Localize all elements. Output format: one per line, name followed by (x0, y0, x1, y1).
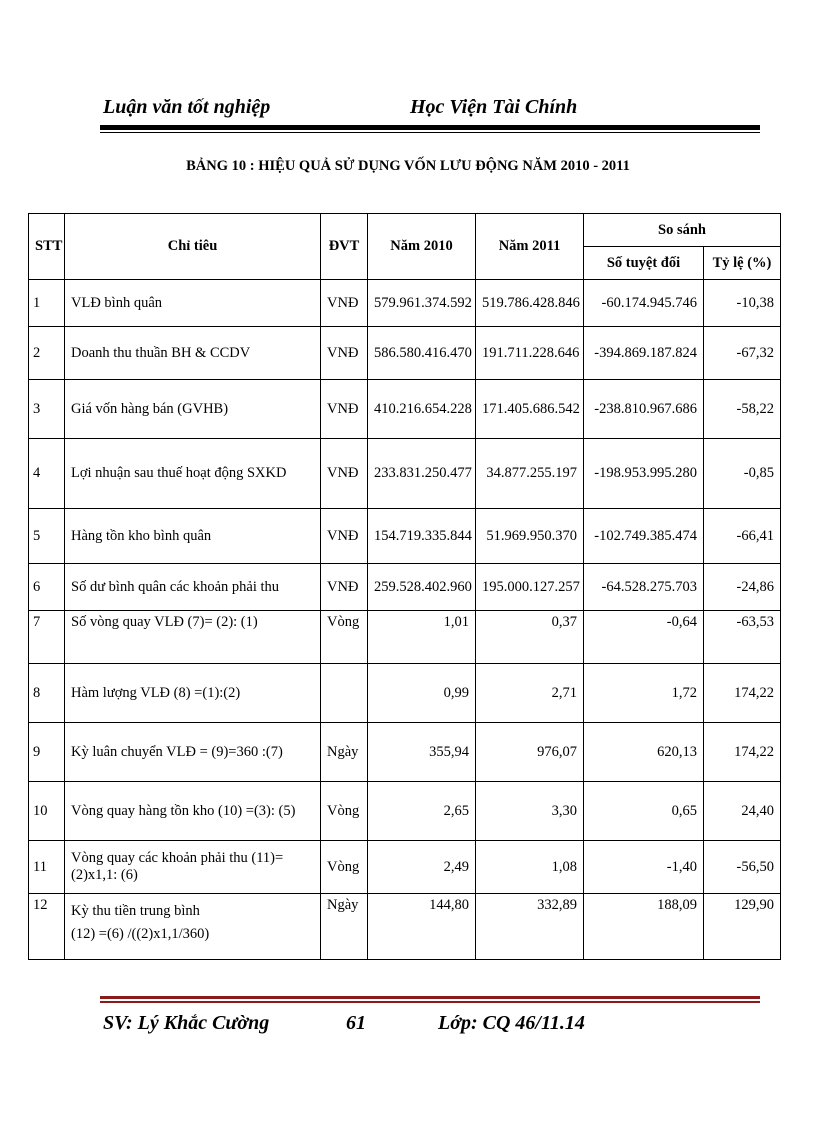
header-year-2010: Năm 2010 (368, 214, 476, 280)
row-nam-2010: 0,99 (368, 664, 476, 723)
row-nam-2011: 1,08 (476, 841, 584, 894)
row-chi-tieu: Vòng quay các khoản phải thu (11)=(2)x1,1: (6) (65, 841, 321, 894)
row-nam-2010: 2,49 (368, 841, 476, 894)
row-chi-tieu: Số dư bình quân các khoản phải thu (65, 564, 321, 611)
header-rule-thin (100, 132, 760, 133)
page-number: 61 (346, 1012, 366, 1034)
row-dvt (321, 664, 368, 723)
row-nam-2011: 171.405.686.542 (476, 380, 584, 439)
row-ty-le: -10,38 (704, 280, 781, 327)
header-institution: Học Viện Tài Chính (410, 96, 578, 118)
row-nam-2010: 259.528.402.960 (368, 564, 476, 611)
row-nam-2010: 2,65 (368, 782, 476, 841)
table-row (29, 894, 781, 960)
row-dvt: Ngày (321, 894, 368, 960)
row-stt: 12 (29, 894, 65, 960)
row-nam-2011: 519.786.428.846 (476, 280, 584, 327)
header-year-2011: Năm 2011 (476, 214, 584, 280)
row-tuyet-doi: -0,64 (584, 611, 704, 664)
row-tuyet-doi: -60.174.945.746 (584, 280, 704, 327)
row-nam-2011: 2,71 (476, 664, 584, 723)
table-row (29, 439, 781, 509)
row-tuyet-doi: 0,65 (584, 782, 704, 841)
row-nam-2010: 355,94 (368, 723, 476, 782)
row-tuyet-doi: -1,40 (584, 841, 704, 894)
row-nam-2010: 233.831.250.477 (368, 439, 476, 509)
row-stt: 11 (29, 841, 65, 894)
table-row (29, 841, 781, 894)
header-stt: STT (29, 214, 65, 280)
table-row (29, 664, 781, 723)
row-stt: 7 (29, 611, 65, 664)
row-chi-tieu: VLĐ bình quân (65, 280, 321, 327)
header-chi-tieu: Chỉ tiêu (65, 214, 321, 280)
row-stt: 3 (29, 380, 65, 439)
capital-efficiency-table (28, 213, 781, 960)
row-nam-2011: 34.877.255.197 (476, 439, 584, 509)
row-tuyet-doi: -64.528.275.703 (584, 564, 704, 611)
footer-rule-thin (100, 1001, 760, 1003)
table-row (29, 611, 781, 664)
row-dvt: VNĐ (321, 280, 368, 327)
row-nam-2011: 51.969.950.370 (476, 509, 584, 564)
row-dvt: VNĐ (321, 380, 368, 439)
table-row (29, 782, 781, 841)
row-ty-le: -63,53 (704, 611, 781, 664)
row-nam-2010: 586.580.416.470 (368, 327, 476, 380)
table-row (29, 280, 781, 327)
table-row (29, 723, 781, 782)
row-chi-tieu: Kỳ luân chuyển VLĐ = (9)=360 :(7) (65, 723, 321, 782)
row-tuyet-doi: 620,13 (584, 723, 704, 782)
row-ty-le: -67,32 (704, 327, 781, 380)
row-stt: 6 (29, 564, 65, 611)
footer-class: Lớp: CQ 46/11.14 (438, 1012, 585, 1034)
row-ty-le: 129,90 (704, 894, 781, 960)
row-ty-le: -24,86 (704, 564, 781, 611)
row-dvt: VNĐ (321, 509, 368, 564)
row-nam-2010: 1,01 (368, 611, 476, 664)
header-so-sanh: So sánh (584, 214, 781, 247)
row-dvt: VNĐ (321, 327, 368, 380)
row-chi-tieu: Vòng quay hàng tồn kho (10) =(3): (5) (65, 782, 321, 841)
row-chi-tieu: Lợi nhuận sau thuế hoạt động SXKD (65, 439, 321, 509)
row-ty-le: -58,22 (704, 380, 781, 439)
row-nam-2010: 144,80 (368, 894, 476, 960)
row-stt: 8 (29, 664, 65, 723)
row-dvt: Vòng (321, 782, 368, 841)
row-chi-tieu-formula: (12) =(6) /((2)x1,1/360) (71, 926, 210, 942)
row-tuyet-doi: 1,72 (584, 664, 704, 723)
header-rule (100, 125, 760, 130)
row-ty-le: -66,41 (704, 509, 781, 564)
row-ty-le: -56,50 (704, 841, 781, 894)
row-tuyet-doi: -102.749.385.474 (584, 509, 704, 564)
row-nam-2011: 3,30 (476, 782, 584, 841)
row-ty-le: 174,22 (704, 664, 781, 723)
row-nam-2010: 579.961.374.592 (368, 280, 476, 327)
row-nam-2011: 191.711.228.646 (476, 327, 584, 380)
row-tuyet-doi: 188,09 (584, 894, 704, 960)
footer-rule (100, 996, 760, 999)
row-ty-le: 174,22 (704, 723, 781, 782)
row-stt: 10 (29, 782, 65, 841)
table-row (29, 509, 781, 564)
row-dvt: VNĐ (321, 564, 368, 611)
row-nam-2011: 976,07 (476, 723, 584, 782)
table-row (29, 564, 781, 611)
row-chi-tieu: Hàng tồn kho bình quân (65, 509, 321, 564)
row-stt: 5 (29, 509, 65, 564)
row-chi-tieu (65, 894, 321, 960)
row-nam-2011: 0,37 (476, 611, 584, 664)
table-row (29, 327, 781, 380)
row-ty-le: 24,40 (704, 782, 781, 841)
table-row (29, 380, 781, 439)
row-tuyet-doi: -394.869.187.824 (584, 327, 704, 380)
row-nam-2011: 195.000.127.257 (476, 564, 584, 611)
header-ty-le: Tỷ lệ (%) (704, 247, 781, 280)
row-stt: 1 (29, 280, 65, 327)
row-dvt: VNĐ (321, 439, 368, 509)
header-thesis-label: Luận văn tốt nghiệp (103, 96, 271, 118)
row-ty-le: -0,85 (704, 439, 781, 509)
row-nam-2010: 154.719.335.844 (368, 509, 476, 564)
row-chi-tieu: Hàm lượng VLĐ (8) =(1):(2) (65, 664, 321, 723)
row-dvt: Ngày (321, 723, 368, 782)
row-tuyet-doi: -238.810.967.686 (584, 380, 704, 439)
row-chi-tieu: Số vòng quay VLĐ (7)= (2): (1) (65, 611, 321, 664)
row-nam-2010: 410.216.654.228 (368, 380, 476, 439)
footer-student: SV: Lý Khắc Cường (103, 1012, 270, 1034)
row-chi-tieu-line1: Kỳ thu tiền trung bình (71, 903, 200, 919)
header-so-tuyet-doi: Số tuyệt đối (584, 247, 704, 280)
row-tuyet-doi: -198.953.995.280 (584, 439, 704, 509)
row-dvt: Vòng (321, 611, 368, 664)
row-chi-tieu: Doanh thu thuần BH & CCDV (65, 327, 321, 380)
row-stt: 2 (29, 327, 65, 380)
row-stt: 9 (29, 723, 65, 782)
row-chi-tieu: Giá vốn hàng bán (GVHB) (65, 380, 321, 439)
header-dvt: ĐVT (321, 214, 368, 280)
row-stt: 4 (29, 439, 65, 509)
table-title: BẢNG 10 : HIỆU QUẢ SỬ DỤNG VỐN LƯU ĐỘNG NĂM 2010 - 2011 (186, 158, 630, 174)
row-nam-2011: 332,89 (476, 894, 584, 960)
row-dvt: Vòng (321, 841, 368, 894)
